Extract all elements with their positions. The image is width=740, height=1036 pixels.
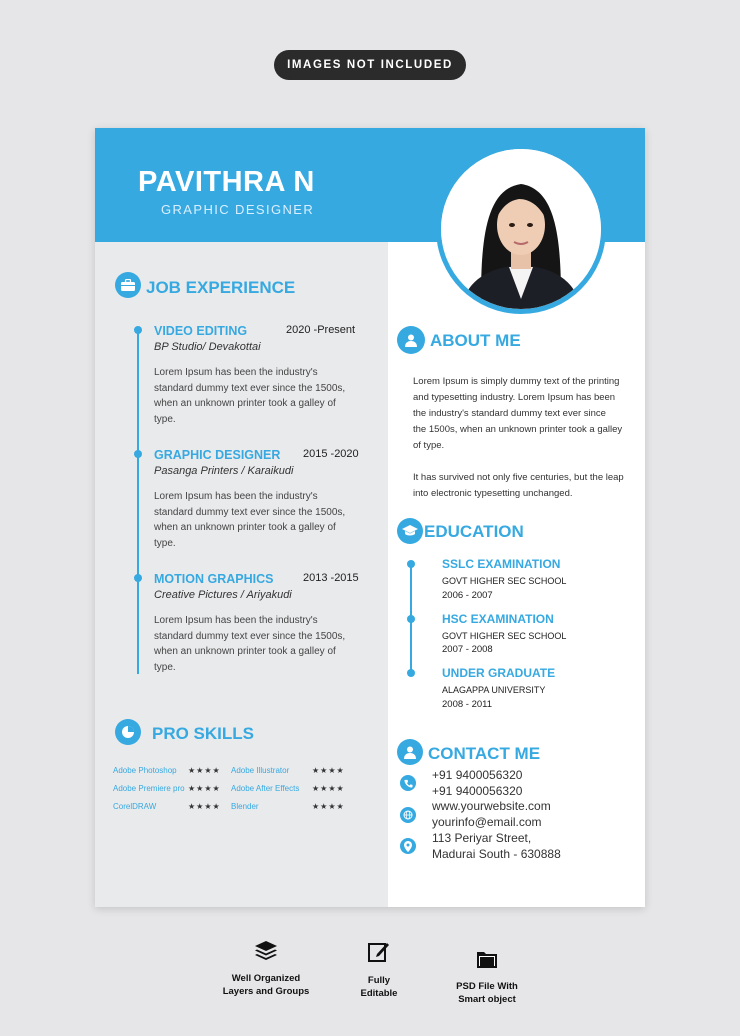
education-years: 2007 - 2008 [442,644,493,655]
education-years: 2008 - 2011 [442,699,493,710]
job-desc-line: type. [154,413,176,425]
profile-photo-frame [436,144,606,314]
skill-name: Adobe Illustrator [231,766,290,775]
contact-me-title: CONTACT ME [428,744,541,763]
skill-name: CorelDRAW [113,802,157,811]
address-line-1: 113 Periyar Street, [432,831,532,845]
skill-stars: ★★★★ [188,766,221,775]
skill-name: Adobe Premiere pro [113,784,185,793]
about-line: into electronic typesetting unchanged. [413,488,573,499]
feature-line: PSD File With [456,981,518,992]
about-me-title: ABOUT ME [430,331,521,350]
job-desc-line: Lorem Ipsum has been the industry's [154,615,318,626]
education-school: GOVT HIGHER SEC SCHOOL [442,576,567,586]
contact-person-icon [397,739,423,765]
resume-role: GRAPHIC DESIGNER [161,202,315,217]
education-school: GOVT HIGHER SEC SCHOOL [442,631,567,641]
skill-stars: ★★★★ [188,802,221,811]
about-line: the 1500s, when an unknown printer took a galley [413,424,623,435]
job-company: BP Studio/ Devakottai [154,341,261,353]
job-title: VIDEO EDITING [154,324,248,338]
user-icon [397,326,425,354]
edit-icon [344,938,414,964]
feature-line: Smart object [458,994,516,1005]
feature-editable [344,938,414,1000]
job-desc-line: when an unknown printer took a galley of [154,646,336,657]
job-desc-line: Lorem Ipsum has been the industry's [154,367,318,378]
pro-skills-title: PRO SKILLS [152,724,255,743]
globe-icon [400,807,416,823]
layers-icon [216,938,316,964]
job-description [154,489,354,551]
phone-2: +91 9400056320 [432,784,523,798]
skill-name: Adobe Photoshop [113,766,177,775]
feature-line: Editable [360,988,398,999]
timeline-dot [134,574,142,582]
job-description [154,365,354,427]
job-date: 2015 -2020 [303,448,359,460]
graduation-cap-icon [397,518,423,544]
profile-photo [441,149,601,309]
feature-layers [216,938,316,998]
phone-1: +91 9400056320 [432,768,523,782]
feature-psd [442,946,532,1006]
job-desc-line: type. [154,537,176,549]
timeline-dot [407,615,415,623]
phone-icon [400,775,416,791]
education-title-item: UNDER GRADUATE [442,666,556,680]
pie-chart-icon [115,719,141,745]
skill-name: Adobe After Effects [231,784,300,793]
about-line: the industry's standard dummy text ever since [413,408,606,419]
job-title: GRAPHIC DESIGNER [154,448,281,462]
skill-name: Blender [231,802,259,811]
timeline-dot [407,560,415,568]
skill-stars: ★★★★ [188,784,221,793]
education-years: 2006 - 2007 [442,590,493,601]
timeline-dot [134,326,142,334]
website[interactable]: www.yourwebsite.com [432,799,551,813]
feature-line: Fully [367,975,391,986]
about-line: and typesetting industry. Lorem Ipsum has been [413,392,616,403]
about-line: Lorem Ipsum is simply dummy text of the printing [413,376,620,387]
education-title-item: HSC EXAMINATION [442,612,554,626]
job-desc-line: standard dummy text ever since the 1500s, [154,630,346,642]
job-date: 2013 -2015 [303,572,359,584]
job-desc-line: standard dummy text ever since the 1500s, [154,506,346,518]
job-desc-line: Lorem Ipsum has been the industry's [154,491,318,502]
job-desc-line: standard dummy text ever since the 1500s, [154,382,346,394]
resume-name: PAVITHRA N [138,166,315,198]
email[interactable]: yourinfo@email.com [432,815,542,829]
timeline-dot [134,450,142,458]
feature-line: Layers and Groups [222,986,310,997]
skill-stars: ★★★★ [312,766,345,775]
briefcase-icon [115,272,141,298]
job-company: Creative Pictures / Ariyakudi [154,589,292,601]
about-text [413,374,635,502]
location-pin-icon [400,838,416,854]
job-desc-line: type. [154,661,176,673]
education-school: ALAGAPPA UNIVERSITY [442,685,546,695]
job-experience-title: JOB EXPERIENCE [146,278,296,297]
job-company: Pasanga Printers / Karaikudi [154,465,294,477]
about-line: It has survived not only five centuries, but the leap [413,472,624,483]
timeline-dot [407,669,415,677]
job-title: MOTION GRAPHICS [154,572,274,586]
images-not-included-badge: IMAGES NOT INCLUDED [274,50,466,80]
skill-stars: ★★★★ [312,784,345,793]
folder-icon [442,946,532,972]
job-date: 2020 -Present [286,324,356,336]
portrait-illustration [441,149,601,309]
feature-line: Well Organized [231,973,301,984]
about-line: of type. [413,440,445,451]
job-description [154,613,354,675]
skill-stars: ★★★★ [312,802,345,811]
job-desc-line: when an unknown printer took a galley of [154,522,336,533]
job-timeline-line [137,330,139,674]
address-line-2: Madurai South - 630888 [432,847,561,861]
job-desc-line: when an unknown printer took a galley of [154,398,336,409]
education-title-item: SSLC EXAMINATION [442,557,561,571]
resume-sheet [95,128,645,907]
education-title: EDUCATION [424,522,524,541]
